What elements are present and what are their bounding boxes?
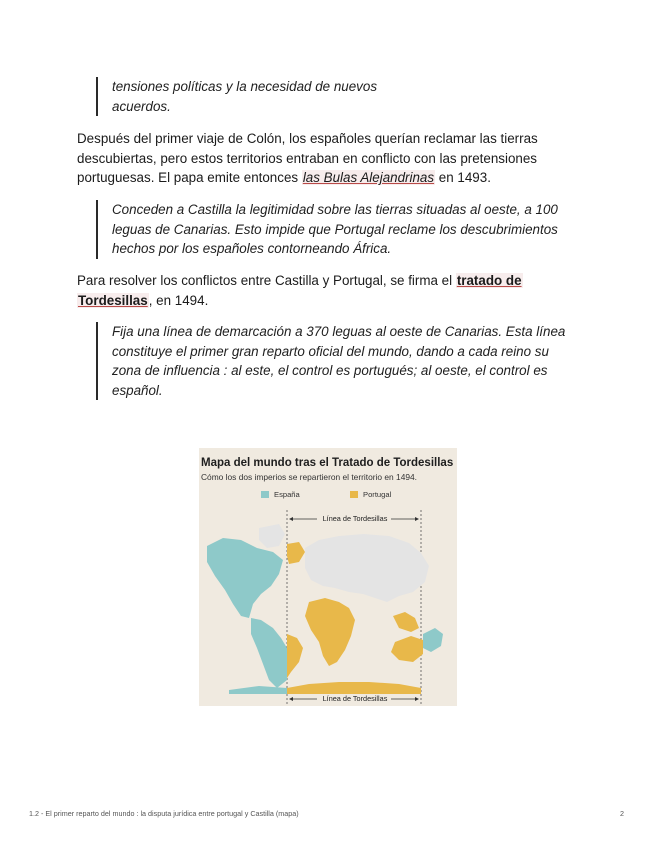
- page-number: 2: [620, 809, 624, 818]
- quote-line: español.: [112, 382, 163, 398]
- antarctica-spain-shape: [229, 686, 287, 694]
- text-segment: en 1493.: [435, 170, 491, 185]
- linea-tordesillas-label-top: Línea de Tordesillas: [322, 514, 388, 523]
- tordesillas-map-figure: [199, 448, 457, 706]
- footer-title: 1.2 - El primer reparto del mundo : la disputa jurídica entre portugal y Castilla (mapa): [29, 809, 299, 818]
- southeast-asia-shape: [393, 612, 419, 632]
- world-map-graphic: [199, 448, 457, 706]
- paragraph-line: [77, 291, 577, 311]
- blockquote-linea: [96, 322, 590, 400]
- bulas-alejandrinas-link[interactable]: las Bulas Alejandrinas: [302, 170, 435, 185]
- quote-line: zona de influencia : al este, el control es portugués; al oeste, el control es: [112, 363, 548, 378]
- text-segment: portuguesas. El papa emite entonces: [77, 170, 302, 185]
- legend-label: Portugal: [363, 490, 392, 499]
- text-segment: Para resolver los conflictos entre Castilla y Portugal, se firma el: [77, 273, 456, 288]
- blockquote-bulas: [96, 200, 590, 259]
- eurasia-shape: [305, 534, 429, 602]
- paragraph-bulas: [77, 129, 577, 188]
- brazil-shape: [287, 634, 303, 678]
- greenland-shape: [259, 524, 285, 548]
- quote-line: tensiones políticas y la necesidad de nuevos: [112, 79, 378, 94]
- text-segment: , en 1494.: [148, 292, 209, 308]
- tratado-de-tordesillas-link[interactable]: tratado de: [456, 273, 522, 288]
- paragraph-line: Después del primer viaje de Colón, los españoles querían reclamar las tierras: [77, 131, 538, 146]
- quote-line: Fija una línea de demarcación a 370 leguas al oeste de Canarias. Esta línea: [112, 324, 566, 339]
- quote-line: acuerdos.: [112, 98, 171, 114]
- pacific-spain-shape: [423, 628, 443, 652]
- quote-line: hechos por los españoles contorneando África.: [112, 241, 392, 256]
- east-greenland-shape: [287, 542, 305, 564]
- quote-line: leguas de Canarias. Esto impide que Portugal reclame los descubrimientos: [112, 221, 558, 237]
- tratado-de-tordesillas-link-continued[interactable]: Tordesillas: [78, 292, 148, 308]
- map-subtitle: Cómo los dos imperios se repartieron el territorio en 1494.: [201, 472, 417, 482]
- legend-label: España: [274, 490, 300, 499]
- paragraph-line: [77, 168, 577, 188]
- antarctica-portugal-shape: [287, 682, 421, 694]
- paragraph-tordesillas: [77, 271, 577, 310]
- north-america-shape: [207, 538, 283, 618]
- africa-shape: [305, 598, 355, 666]
- blockquote-tensiones: [96, 77, 590, 116]
- linea-tordesillas-label-bottom: Línea de Tordesillas: [322, 694, 388, 703]
- australia-shape: [391, 636, 423, 662]
- quote-line: Conceden a Castilla la legitimidad sobre las tierras situadas al oeste, a 100: [112, 202, 558, 217]
- quote-line: constituye el primer gran reparto oficial del mundo, dando a cada reino su: [112, 343, 549, 359]
- paragraph-line: descubiertas, pero estos territorios entraban en conflicto con las pretensiones: [77, 150, 538, 166]
- paragraph-line: [77, 271, 577, 291]
- map-title: Mapa del mundo tras el Tratado de Tordesillas: [201, 457, 454, 469]
- south-america-spain-shape: [251, 618, 287, 688]
